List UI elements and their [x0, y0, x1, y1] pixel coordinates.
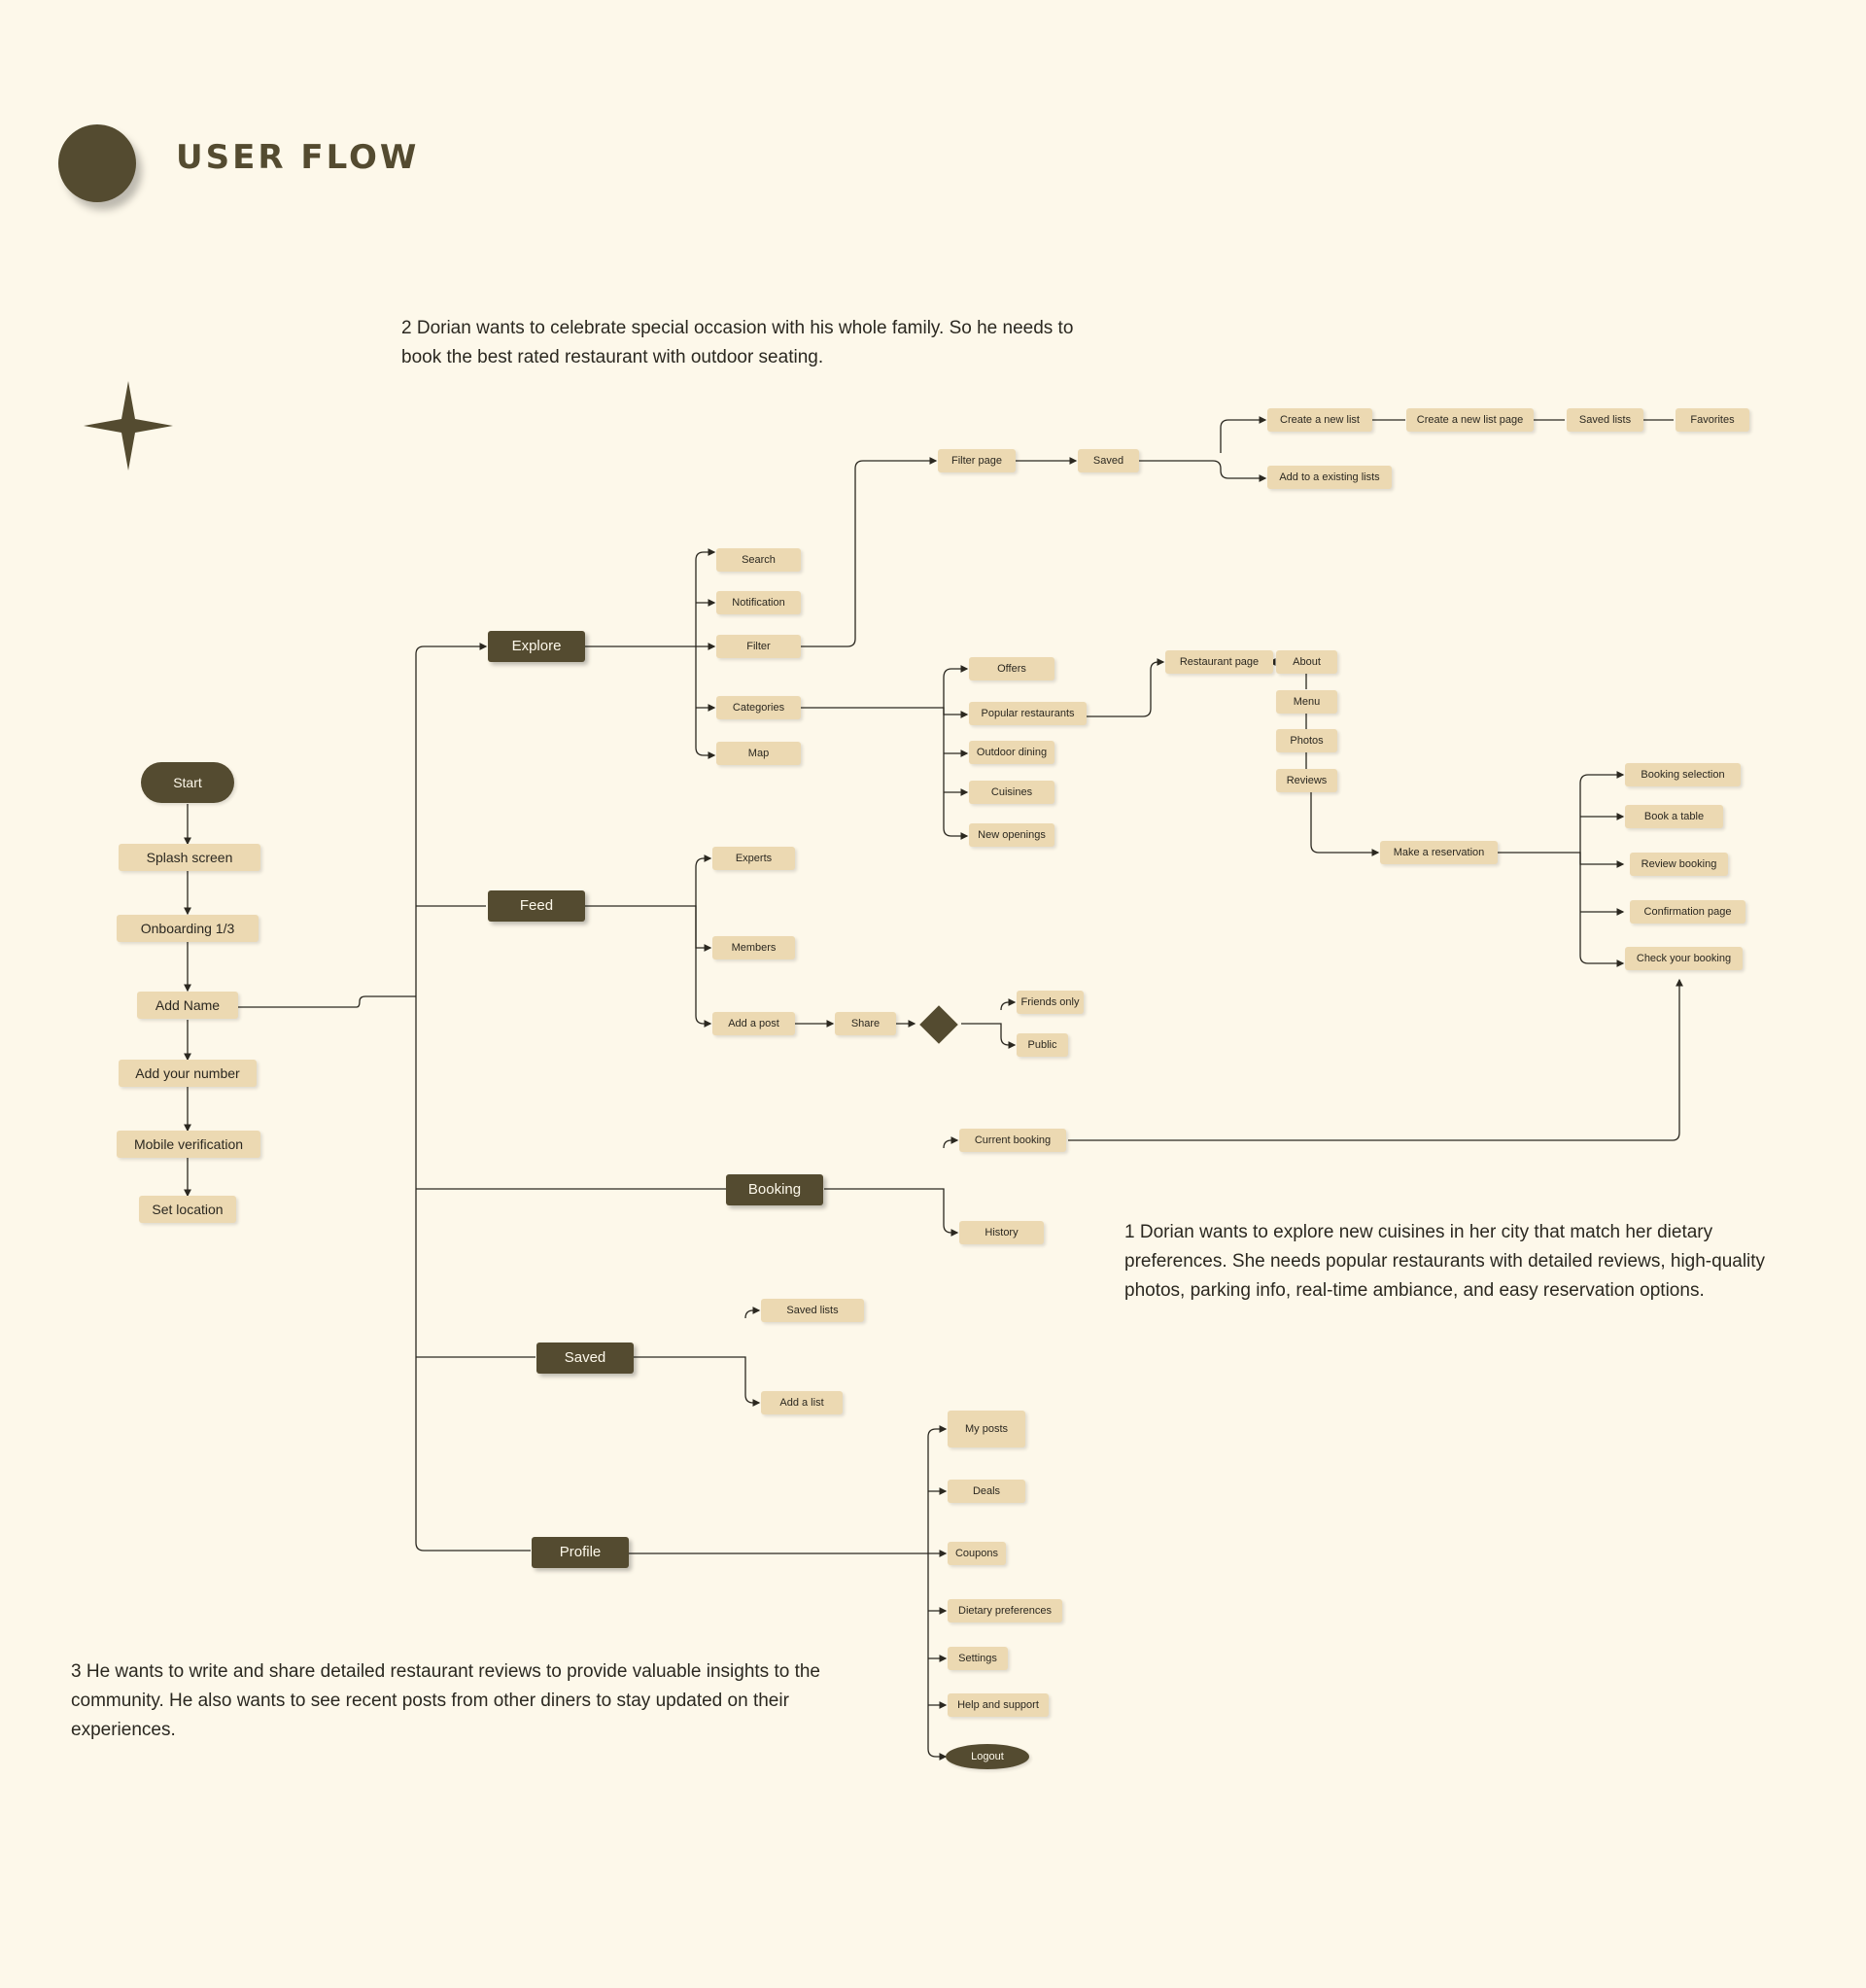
members-node: Members — [712, 936, 795, 959]
friends-only-node: Friends only — [1017, 991, 1084, 1014]
story-1: 1 Dorian wants to explore new cuisines in her city that match her dietary preferences. She needs popular restaurants with detailed reviews, high-quality photos, parking info, real-time ambiance, and easy reservation options. — [1124, 1222, 1766, 1301]
make-reservation-node: Make a reservation — [1380, 841, 1498, 864]
experts-node: Experts — [712, 847, 795, 870]
filter-saved-node: Saved — [1078, 449, 1139, 472]
filter-page-node: Filter page — [938, 449, 1016, 472]
cuisines-node: Cuisines — [969, 781, 1054, 804]
book-table-node: Book a table — [1625, 805, 1723, 828]
history-node: History — [959, 1221, 1044, 1244]
add-post-node: Add a post — [712, 1012, 795, 1035]
popular-restaurants-node: Popular restaurants — [969, 702, 1087, 725]
check-booking-node: Check your booking — [1625, 947, 1743, 970]
offers-node: Offers — [969, 657, 1054, 680]
public-node: Public — [1017, 1033, 1068, 1057]
search-node: Search — [716, 548, 801, 572]
settings-node: Settings — [948, 1647, 1008, 1670]
add-list-node: Add a list — [761, 1391, 843, 1414]
add-name-node: Add Name — [137, 992, 238, 1019]
splash-screen-node: Splash screen — [119, 844, 260, 871]
story-3: 3 He wants to write and share detailed restaurant reviews to provide valuable insights to the community. He also wants to see recent posts from other diners to stay updated on their experiences. — [71, 1661, 820, 1740]
my-posts-node: My posts — [948, 1411, 1025, 1447]
saved-lists-sub-node: Saved lists — [761, 1299, 864, 1322]
current-booking-node: Current booking — [959, 1129, 1066, 1152]
photos-node: Photos — [1276, 729, 1337, 752]
filter-node: Filter — [716, 635, 801, 658]
favorites-node: Favorites — [1676, 408, 1749, 432]
page-title: USER FLOW — [176, 138, 420, 177]
profile-node: Profile — [532, 1537, 629, 1568]
dietary-preferences-node: Dietary preferences — [948, 1599, 1062, 1622]
help-support-node: Help and support — [948, 1693, 1049, 1717]
coupons-node: Coupons — [948, 1542, 1006, 1565]
create-new-list-node: Create a new list — [1267, 408, 1372, 432]
deals-node: Deals — [948, 1480, 1025, 1503]
restaurant-page-node: Restaurant page — [1165, 650, 1273, 674]
onboarding-node: Onboarding 1/3 — [117, 915, 259, 942]
new-openings-node: New openings — [969, 823, 1054, 847]
feed-node: Feed — [488, 890, 585, 922]
booking-selection-node: Booking selection — [1625, 763, 1741, 786]
mobile-verification-node: Mobile verification — [117, 1131, 260, 1158]
logout-node: Logout — [946, 1744, 1029, 1769]
saved-lists-node: Saved lists — [1567, 408, 1643, 432]
create-new-list-page-node: Create a new list page — [1406, 408, 1534, 432]
review-booking-node: Review booking — [1630, 853, 1728, 876]
booking-node: Booking — [726, 1174, 823, 1205]
add-number-node: Add your number — [119, 1060, 257, 1087]
saved-node: Saved — [536, 1343, 634, 1374]
add-existing-list-node: Add to a existing lists — [1267, 466, 1392, 489]
menu-node: Menu — [1276, 690, 1337, 714]
story-2: 2 Dorian wants to celebrate special occasion with his whole family. So he needs to book the best rated restaurant with outdoor seating. — [401, 318, 1074, 367]
set-location-node: Set location — [139, 1196, 236, 1223]
map-node: Map — [716, 742, 801, 765]
reviews-node: Reviews — [1276, 769, 1337, 792]
about-node: About — [1276, 650, 1337, 674]
start-node: Start — [141, 762, 234, 803]
categories-node: Categories — [716, 696, 801, 719]
outdoor-dining-node: Outdoor dining — [969, 741, 1054, 764]
share-node: Share — [835, 1012, 896, 1035]
explore-node: Explore — [488, 631, 585, 662]
confirmation-page-node: Confirmation page — [1630, 900, 1745, 924]
notification-node: Notification — [716, 591, 801, 614]
